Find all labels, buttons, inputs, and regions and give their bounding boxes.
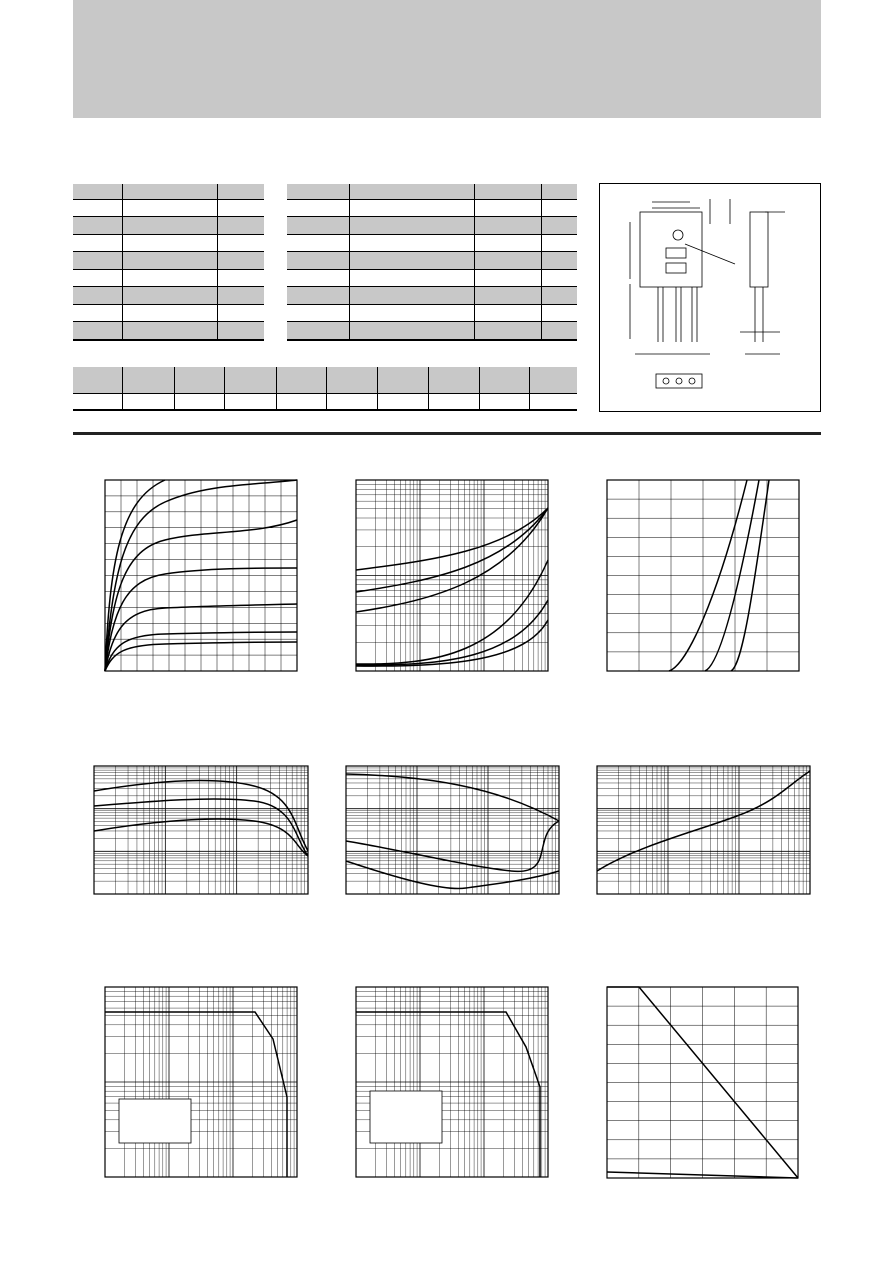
graph-safe-operating-area-1 xyxy=(105,987,297,1177)
graph-switching-time xyxy=(346,766,559,894)
graph-saturation-voltage xyxy=(356,480,548,671)
graph-output-characteristics xyxy=(105,480,297,671)
section-divider xyxy=(73,432,821,435)
graph-safe-operating-area-2 xyxy=(356,987,548,1177)
package-outline-diagram xyxy=(599,183,821,412)
graph-power-derating xyxy=(607,987,798,1178)
graph-thermal-impedance xyxy=(597,766,810,894)
header-banner xyxy=(73,0,821,118)
graph-transfer-characteristics xyxy=(607,480,799,671)
graph-hfe-vs-ic xyxy=(94,766,308,894)
